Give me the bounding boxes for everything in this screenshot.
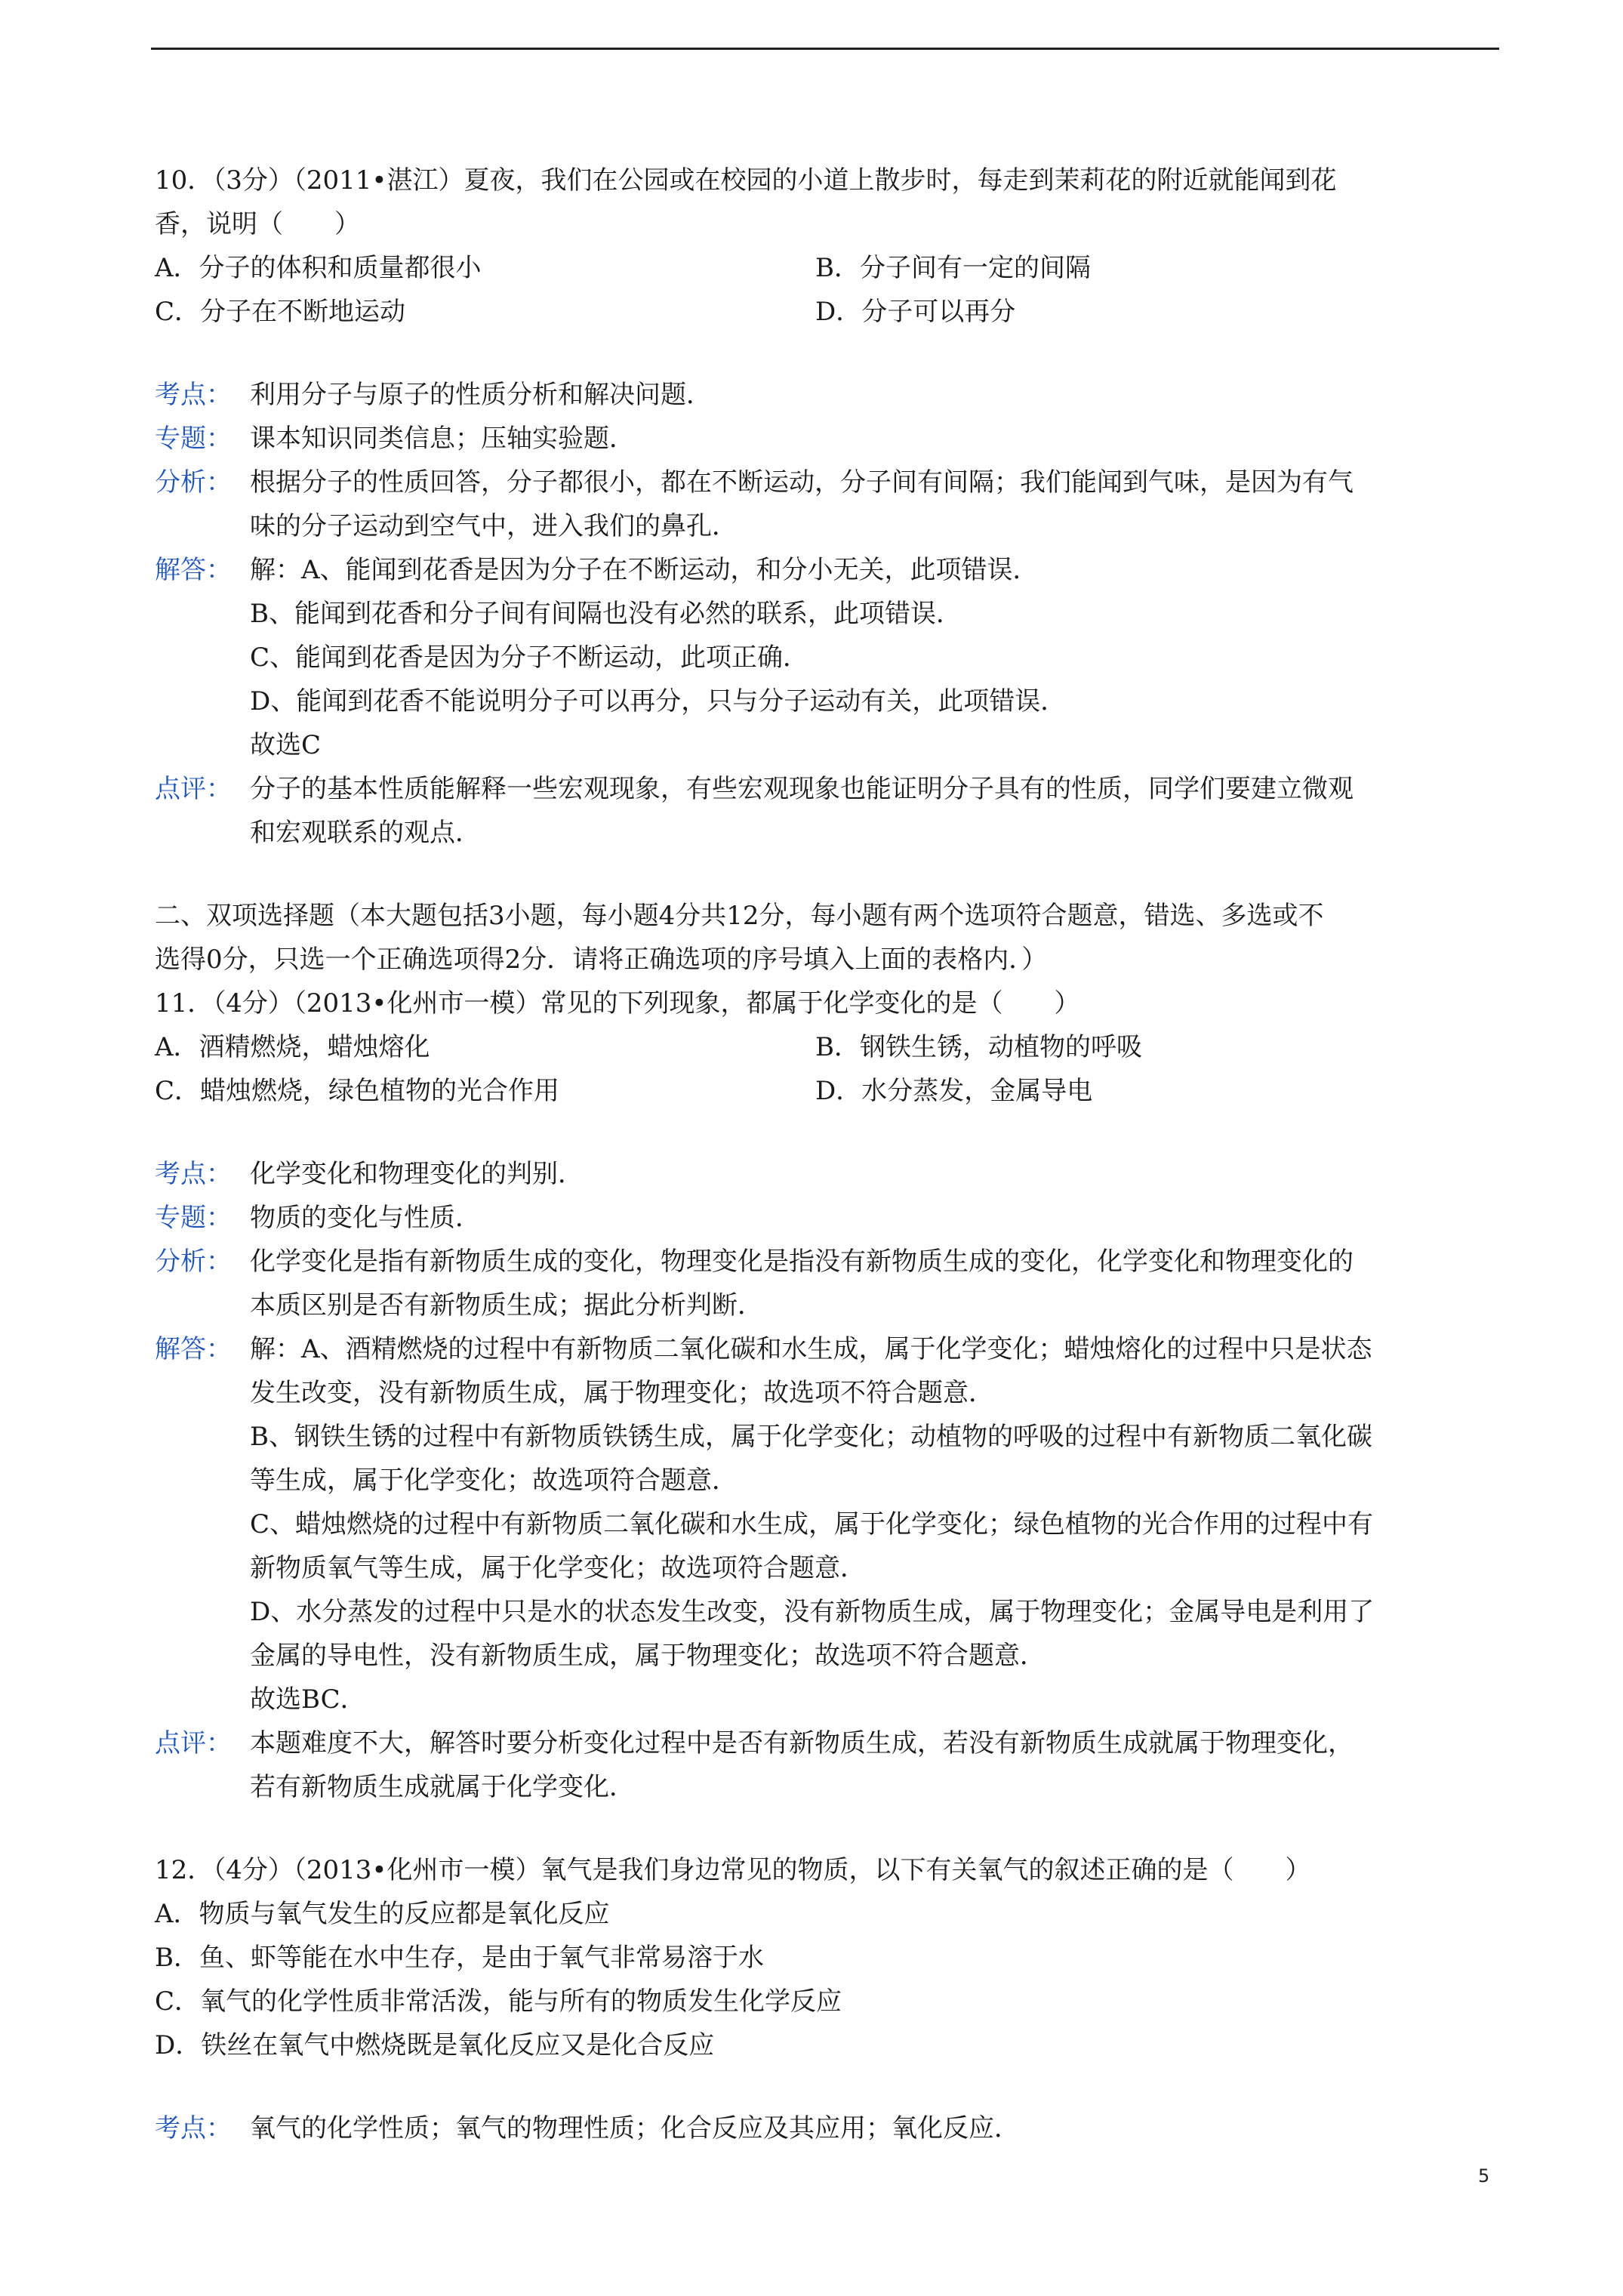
analysis-text: 等生成，属于化学变化；故选项符合题意． xyxy=(250,1465,738,1496)
option-b: B．鱼、虾等能在水中生存，是由于氧气非常易溶于水 xyxy=(155,1943,764,1973)
analysis-label: 点评： xyxy=(155,1728,232,1758)
analysis-text: 故选C xyxy=(250,730,322,760)
option-c: C．分子在不断地运动 xyxy=(155,297,406,327)
analysis-fenxi xyxy=(155,1240,1498,1327)
header-rule xyxy=(151,48,1499,50)
analysis-text: 和宏观联系的观点． xyxy=(250,818,481,848)
analysis-kaodian xyxy=(155,1152,1498,1196)
analysis-text: 新物质氧气等生成，属于化学变化；故选项符合题意． xyxy=(250,1553,866,1583)
option-row xyxy=(155,1069,1498,1113)
question-12 xyxy=(155,1848,1498,2150)
section-heading-line: 选得0分，只选一个正确选项得2分．请将正确选项的序号填入上面的表格内．） xyxy=(155,945,1048,975)
analysis-label: 考点： xyxy=(155,1159,232,1189)
analysis-text: 解：A、酒精燃烧的过程中有新物质二氧化碳和水生成，属于化学变化；蜡烛熔化的过程中只是状态 xyxy=(250,1334,1372,1364)
analysis-label: 考点： xyxy=(155,2113,232,2143)
question-stem: 12．（4分）（2013•化州市一模）氧气是我们身边常见的物质，以下有关氧气的叙述正确的是（ ） xyxy=(155,1855,1311,1885)
analysis-text: 若有新物质生成就属于化学变化． xyxy=(250,1772,635,1802)
section-heading xyxy=(155,894,1498,982)
document-body xyxy=(155,159,1498,2150)
analysis-text: 化学变化和物理变化的判别． xyxy=(250,1159,584,1189)
analysis-zhuanti xyxy=(155,1196,1498,1240)
analysis-text: 课本知识同类信息；压轴实验题． xyxy=(250,424,635,454)
option-c: C．氧气的化学性质非常活泼，能与所有的物质发生化学反应 xyxy=(155,1986,842,2017)
option-d: D．分子可以再分 xyxy=(815,297,1016,327)
option-b: B．分子间有一定的间隔 xyxy=(815,253,1091,283)
option-row xyxy=(155,246,1498,290)
option-row xyxy=(155,290,1498,334)
option-b: B．钢铁生锈，动植物的呼吸 xyxy=(815,1032,1142,1062)
analysis-text: 利用分子与原子的性质分析和解决问题． xyxy=(250,380,712,410)
question-stem: 11．（4分）（2013•化州市一模）常见的下列现象，都属于化学变化的是（ ） xyxy=(155,988,1080,1019)
option-c: C．蜡烛燃烧，绿色植物的光合作用 xyxy=(155,1076,560,1106)
analysis-label: 分析： xyxy=(155,1247,232,1277)
analysis-text: 本质区别是否有新物质生成；据此分析判断． xyxy=(250,1290,763,1321)
analysis-text: B、钢铁生锈的过程中有新物质铁锈生成，属于化学变化；动植物的呼吸的过程中有新物质二氧化碳 xyxy=(250,1422,1372,1452)
question-11 xyxy=(155,982,1498,1809)
analysis-text: 解：A、能闻到花香是因为分子在不断运动，和分小无关，此项错误． xyxy=(250,555,1039,585)
option-a: A．分子的体积和质量都很小 xyxy=(155,253,482,283)
option-a: A．物质与氧气发生的反应都是氧化反应 xyxy=(155,1899,610,1929)
option-row xyxy=(155,1025,1498,1069)
analysis-dianping xyxy=(155,767,1498,855)
question-stem: 10．（3分）（2011•湛江）夏夜，我们在公园或在校园的小道上散步时，每走到茉莉花的附近就能闻到花 xyxy=(155,165,1337,196)
analysis-text: 物质的变化与性质． xyxy=(250,1203,481,1233)
analysis-label: 考点： xyxy=(155,380,232,410)
analysis-text: B、能闻到花香和分子间有间隔也没有必然的联系，此项错误． xyxy=(250,599,962,629)
analysis-text: C、蜡烛燃烧的过程中有新物质二氧化碳和水生成，属于化学变化；绿色植物的光合作用的过程中有 xyxy=(250,1509,1374,1539)
analysis-jieda xyxy=(155,548,1498,767)
analysis-text: 故选BC． xyxy=(250,1684,366,1715)
analysis-text: 金属的导电性，没有新物质生成，属于物理变化；故选项不符合题意． xyxy=(250,1641,1046,1671)
analysis-label: 分析： xyxy=(155,467,232,498)
analysis-dianping xyxy=(155,1721,1498,1809)
option-d: D．铁丝在氧气中燃烧既是氧化反应又是化合反应 xyxy=(155,2030,715,2060)
analysis-kaodian xyxy=(155,373,1498,417)
analysis-label: 解答： xyxy=(155,1334,232,1364)
page-number: 5 xyxy=(1478,2165,1490,2187)
section-heading-line: 二、双项选择题（本大题包括3小题，每小题4分共12分，每小题有两个选项符合题意，错选、多选或不 xyxy=(155,901,1324,931)
analysis-fenxi xyxy=(155,461,1498,548)
analysis-text: 根据分子的性质回答，分子都很小，都在不断运动，分子间有间隔；我们能闻到气味，是因为有气 xyxy=(250,467,1354,498)
option-d: D．水分蒸发，金属导电 xyxy=(815,1076,1093,1106)
option-a: A．酒精燃烧，蜡烛熔化 xyxy=(155,1032,430,1062)
analysis-text: 分子的基本性质能解释一些宏观现象，有些宏观现象也能证明分子具有的性质，同学们要建立微观 xyxy=(250,774,1354,804)
analysis-label: 点评： xyxy=(155,774,232,804)
analysis-text: 味的分子运动到空气中，进入我们的鼻孔． xyxy=(250,511,738,541)
analysis-label: 解答： xyxy=(155,555,232,585)
analysis-text: 发生改变，没有新物质生成，属于物理变化；故选项不符合题意． xyxy=(250,1378,994,1408)
analysis-text: D、能闻到花香不能说明分子可以再分，只与分子运动有关，此项错误． xyxy=(250,686,1067,717)
analysis-text: D、水分蒸发的过程中只是水的状态发生改变，没有新物质生成，属于物理变化；金属导电是利用了 xyxy=(250,1597,1375,1627)
analysis-zhuanti xyxy=(155,417,1498,461)
question-stem: 香，说明（ ） xyxy=(155,209,360,239)
analysis-text: 化学变化是指有新物质生成的变化，物理变化是指没有新物质生成的变化，化学变化和物理变化的 xyxy=(250,1247,1354,1277)
analysis-text: 氧气的化学性质；氧气的物理性质；化合反应及其应用；氧化反应． xyxy=(250,2113,1020,2143)
analysis-label: 专题： xyxy=(155,1203,232,1233)
analysis-jieda xyxy=(155,1327,1498,1721)
analysis-text: 本题难度不大，解答时要分析变化过程中是否有新物质生成，若没有新物质生成就属于物理变化， xyxy=(250,1728,1354,1758)
analysis-kaodian xyxy=(155,2106,1498,2150)
analysis-text: C、能闻到花香是因为分子不断运动，此项正确． xyxy=(250,643,809,673)
analysis-label: 专题： xyxy=(155,424,232,454)
question-10 xyxy=(155,159,1498,855)
